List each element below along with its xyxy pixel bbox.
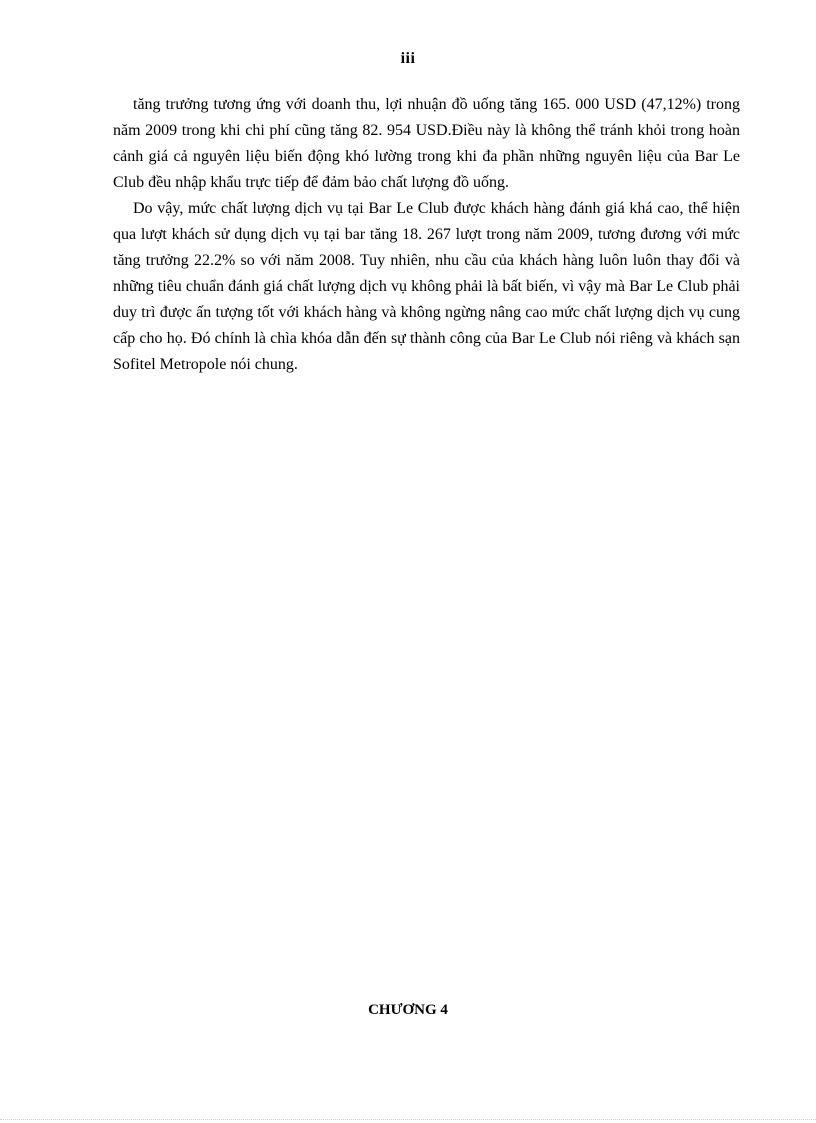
paragraph-1: tăng trưởng tương ứng với doanh thu, lợi nhuận đồ uống tăng 165. 000 USD (47,12%) trong năm 2009 trong khi chi phí cũng tăng 82. 954 USD.Điều này là không thể tránh khỏi trong hoàn cảnh giá cả nguyên liệu biến động khó lường trong khi đa phần những nguyên liệu của Bar Le Club đều nhập khẩu trực tiếp để đảm bảo chất lượng đồ uống. (113, 96, 740, 191)
page-number: iii (400, 50, 416, 67)
page-bottom-divider (0, 1119, 816, 1120)
paragraph-2: Do vậy, mức chất lượng dịch vụ tại Bar Le Club được khách hàng đánh giá khá cao, thể hiện qua lượt khách sử dụng dịch vụ tại bar tăng 18. 267 lượt trong năm 2009, tương đương với mức tăng trưởng 22.2% so với năm 2008. Tuy nhiên, nhu cầu của khách hàng luôn luôn thay đổi và những tiêu chuẩn đánh giá chất lượng dịch vụ không phải là bất biến, vì vậy mà Bar Le Club phải duy trì được ấn tượng tốt với khách hàng và không ngừng nâng cao mức chất lượng dịch vụ cung cấp cho họ. Đó chính là chìa khóa dẫn đến sự thành công của Bar Le Club nói riêng và khách sạn Sofitel Metropole nói chung. (113, 200, 740, 373)
body-text (113, 92, 740, 378)
chapter-heading: CHƯƠNG 4 (368, 1002, 448, 1018)
